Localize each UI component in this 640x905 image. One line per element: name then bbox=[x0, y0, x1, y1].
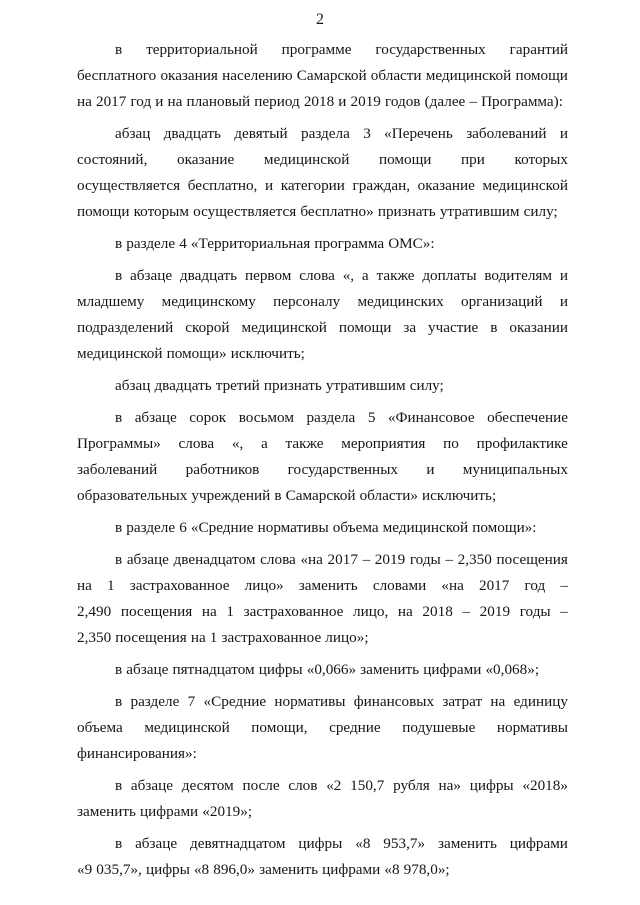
text-word: заменить bbox=[259, 861, 318, 878]
text-word: осуществляется bbox=[193, 203, 297, 220]
text-word: Программы» bbox=[77, 435, 161, 452]
text-word: объема bbox=[77, 719, 123, 736]
text-word: раздела bbox=[306, 409, 356, 426]
text-word: медицинской bbox=[241, 319, 327, 336]
text-line bbox=[77, 515, 568, 541]
text-word: лицо, bbox=[353, 603, 389, 620]
text-word: «9 bbox=[77, 861, 93, 878]
text-word: оказания bbox=[160, 67, 218, 84]
text-word: в bbox=[490, 319, 498, 336]
text-word: обеспечение bbox=[487, 409, 568, 426]
text-word: цифры bbox=[469, 777, 514, 794]
text-word: 2019 bbox=[350, 93, 381, 110]
text-word: «, bbox=[231, 435, 244, 452]
text-word: признать bbox=[377, 203, 436, 220]
text-word: двадцать bbox=[154, 377, 212, 394]
text-word: медицинской bbox=[382, 519, 469, 536]
text-word: на bbox=[201, 603, 217, 620]
text-line bbox=[77, 457, 568, 483]
text-word: годов bbox=[384, 93, 421, 110]
text-word: водителям bbox=[484, 267, 552, 284]
text-word: мероприятия bbox=[341, 435, 426, 452]
text-word: рубля bbox=[393, 777, 430, 794]
text-word: 1 bbox=[107, 577, 115, 594]
text-word: 1 bbox=[226, 603, 235, 620]
text-word: «на bbox=[441, 577, 464, 594]
text-line bbox=[77, 657, 568, 683]
text-word: 2018 bbox=[303, 93, 335, 110]
text-word: абзаце bbox=[126, 551, 169, 568]
text-word: помощи bbox=[77, 203, 130, 220]
text-line bbox=[77, 773, 568, 799]
text-word: заменить bbox=[360, 661, 420, 678]
text-word: 978,0»; bbox=[403, 861, 450, 878]
text-word: в bbox=[274, 487, 282, 504]
text-word: «Средние bbox=[203, 693, 267, 710]
text-word: оказание bbox=[177, 151, 235, 168]
text-word: «2018» bbox=[522, 777, 568, 794]
text-word: «Средние bbox=[190, 519, 254, 536]
text-line bbox=[77, 37, 568, 63]
text-word: 2017 bbox=[95, 93, 127, 110]
text-word: финансовых bbox=[353, 693, 435, 710]
text-word: на bbox=[397, 603, 413, 620]
text-word: категории bbox=[280, 177, 345, 194]
text-word: заболеваний bbox=[77, 461, 158, 478]
text-word: области bbox=[370, 67, 422, 84]
text-word: абзаце bbox=[130, 777, 173, 794]
text-word: Самарской bbox=[285, 487, 356, 504]
text-word: заменить bbox=[437, 835, 497, 852]
text-word: территориальной bbox=[146, 41, 258, 58]
text-line bbox=[77, 625, 568, 651]
text-word: участие bbox=[428, 319, 479, 336]
text-word: в bbox=[115, 693, 123, 710]
text-word: доплаты bbox=[422, 267, 477, 284]
text-word: которых bbox=[514, 151, 568, 168]
text-word: девятый bbox=[234, 125, 288, 142]
text-word: исключить; bbox=[422, 487, 497, 504]
text-word: нормативы bbox=[257, 519, 329, 536]
text-word: 2019 bbox=[479, 603, 511, 620]
text-word: оказание bbox=[417, 177, 475, 194]
text-word: граждан, bbox=[352, 177, 410, 194]
text-word: разделе bbox=[130, 693, 180, 710]
text-line bbox=[77, 431, 568, 457]
text-word: «на bbox=[300, 551, 323, 568]
text-word: «2 bbox=[326, 777, 342, 794]
text-word: на bbox=[490, 693, 506, 710]
text-word: 2017 bbox=[478, 577, 510, 594]
text-word: в bbox=[115, 519, 123, 536]
text-word: двадцать bbox=[163, 125, 221, 142]
text-word: программе bbox=[281, 41, 352, 58]
text-word: скорой bbox=[185, 319, 230, 336]
text-word: 035,7», bbox=[96, 861, 142, 878]
text-word: осуществляется bbox=[77, 177, 181, 194]
text-line bbox=[77, 121, 568, 147]
text-word: застрахованное bbox=[221, 629, 322, 646]
text-word: восьмом bbox=[238, 409, 294, 426]
text-word: лицо» bbox=[244, 577, 284, 594]
text-word: двенадцатом bbox=[173, 551, 256, 568]
text-word: а bbox=[261, 435, 268, 452]
text-line bbox=[77, 173, 568, 199]
text-line bbox=[77, 547, 568, 573]
text-line bbox=[77, 289, 568, 315]
text-word: муниципальных bbox=[462, 461, 568, 478]
text-line bbox=[77, 89, 568, 115]
text-word: в bbox=[115, 409, 123, 426]
text-word: 2,350 bbox=[457, 551, 492, 568]
text-word: 2017 bbox=[327, 551, 358, 568]
text-word: за bbox=[403, 319, 417, 336]
text-word: программа bbox=[314, 235, 385, 252]
text-word: «Финансовое bbox=[387, 409, 475, 426]
text-word: и bbox=[559, 267, 568, 284]
text-word: абзац bbox=[115, 125, 151, 142]
text-word: слова bbox=[178, 435, 215, 452]
text-word: третий bbox=[215, 377, 260, 394]
text-word: средние bbox=[329, 719, 381, 736]
text-word: а bbox=[361, 267, 369, 284]
text-word: 3 bbox=[363, 125, 371, 142]
text-word: утратившим bbox=[325, 377, 406, 394]
text-word: медицинской bbox=[482, 177, 568, 194]
text-line bbox=[77, 405, 568, 431]
text-word: – bbox=[445, 551, 453, 568]
text-word: (далее bbox=[424, 93, 466, 110]
text-word: абзаце bbox=[130, 267, 173, 284]
text-word: на» bbox=[438, 777, 461, 794]
text-word: медицинскому bbox=[161, 293, 256, 310]
text-word: подразделений bbox=[77, 319, 174, 336]
text-word: «0,068»; bbox=[485, 661, 540, 678]
text-word: «Территориальная bbox=[190, 235, 311, 252]
text-word: Самарской bbox=[296, 67, 367, 84]
text-word: Программа): bbox=[481, 93, 563, 110]
text-word: в bbox=[115, 235, 123, 252]
text-word: пятнадцатом bbox=[172, 661, 255, 678]
text-word: медицинской bbox=[425, 67, 512, 84]
text-word: силу; bbox=[409, 377, 444, 394]
text-word: медицинской bbox=[144, 719, 230, 736]
text-line bbox=[77, 599, 568, 625]
text-word: 7 bbox=[187, 693, 196, 710]
text-word: разделе bbox=[126, 235, 176, 252]
text-word: затрат bbox=[442, 693, 483, 710]
text-word: абзаце bbox=[135, 835, 178, 852]
text-word: десятом bbox=[181, 777, 234, 794]
text-word: бесплатного bbox=[77, 67, 157, 84]
text-word: цифры bbox=[298, 835, 343, 852]
text-word: бесплатно, bbox=[187, 177, 258, 194]
text-word: период bbox=[254, 93, 300, 110]
text-word: персоналу bbox=[273, 293, 341, 310]
text-word: профилактике bbox=[476, 435, 568, 452]
text-word: работников bbox=[185, 461, 260, 478]
text-line bbox=[77, 741, 568, 767]
text-word: лицо»; bbox=[325, 629, 369, 646]
text-word: посещения bbox=[115, 629, 187, 646]
text-word: которым bbox=[133, 203, 190, 220]
text-line bbox=[77, 231, 568, 257]
text-word: застрахованное bbox=[129, 577, 230, 594]
text-word: годы bbox=[409, 551, 441, 568]
text-word: слов bbox=[288, 777, 318, 794]
text-word: 2019 bbox=[374, 551, 406, 568]
text-word: – bbox=[462, 603, 471, 620]
text-word: «0,066» bbox=[306, 661, 357, 678]
text-word: и bbox=[426, 461, 435, 478]
text-word: оказании bbox=[509, 319, 568, 336]
text-word: в bbox=[115, 835, 123, 852]
text-line bbox=[77, 689, 568, 715]
text-word: в bbox=[115, 41, 123, 58]
text-word: бесплатно» bbox=[300, 203, 374, 220]
text-word: цифры bbox=[145, 861, 190, 878]
text-word: медицинских bbox=[357, 293, 444, 310]
text-word: младшему bbox=[77, 293, 145, 310]
text-word: в bbox=[115, 267, 123, 284]
text-word: на bbox=[167, 93, 183, 110]
text-word: также bbox=[376, 267, 415, 284]
text-word: 4 bbox=[179, 235, 187, 252]
text-word: 2,490 bbox=[77, 603, 112, 620]
text-word: помощи»: bbox=[472, 519, 537, 536]
text-word: на bbox=[77, 93, 92, 110]
text-word: цифрами bbox=[322, 861, 381, 878]
text-word: год bbox=[130, 93, 152, 110]
text-word: в bbox=[115, 661, 123, 678]
text-word: раздела bbox=[301, 125, 350, 142]
text-word: «, bbox=[342, 267, 355, 284]
text-word: 150,7 bbox=[350, 777, 385, 794]
text-word: «8 bbox=[193, 861, 210, 878]
text-word: и bbox=[264, 177, 274, 194]
text-word: помощи bbox=[515, 67, 568, 84]
text-word: 953,7» bbox=[383, 835, 426, 852]
text-line bbox=[77, 63, 568, 89]
text-word: нормативы bbox=[496, 719, 568, 736]
text-word: заменить bbox=[77, 803, 136, 820]
text-word: – bbox=[560, 577, 568, 594]
text-word: 896,0» bbox=[213, 861, 255, 878]
text-word: в bbox=[115, 777, 123, 794]
text-word: посещения bbox=[496, 551, 568, 568]
text-word: абзац bbox=[115, 377, 151, 394]
text-word: и bbox=[338, 93, 347, 110]
text-line bbox=[77, 147, 568, 173]
text-word: разделе bbox=[126, 519, 176, 536]
text-word: государственных bbox=[287, 461, 398, 478]
text-word: девятнадцатом bbox=[190, 835, 286, 852]
text-line bbox=[77, 341, 568, 367]
text-word: 5 bbox=[367, 409, 376, 426]
text-word: по bbox=[443, 435, 459, 452]
text-word: – bbox=[469, 93, 477, 110]
text-word: объема bbox=[332, 519, 379, 536]
text-word: на bbox=[77, 577, 92, 594]
text-word: и bbox=[155, 93, 164, 110]
text-word: – bbox=[560, 603, 568, 620]
text-word: цифрами bbox=[509, 835, 568, 852]
text-word: признать bbox=[263, 377, 322, 394]
text-word: силу; bbox=[523, 203, 558, 220]
text-word: заболеваний bbox=[466, 125, 547, 142]
text-word: заменить bbox=[298, 577, 358, 594]
text-word: абзаце bbox=[134, 409, 177, 426]
text-word: единицу bbox=[513, 693, 568, 710]
text-line bbox=[77, 799, 568, 825]
text-line bbox=[77, 857, 568, 883]
text-word: плановый bbox=[186, 93, 251, 110]
text-word: год bbox=[524, 577, 546, 594]
text-word: «Перечень bbox=[384, 125, 453, 142]
text-word: цифрами bbox=[423, 661, 482, 678]
text-word: 1 bbox=[209, 629, 218, 646]
text-line bbox=[77, 315, 568, 341]
text-word: после bbox=[242, 777, 280, 794]
text-word: помощи, bbox=[251, 719, 308, 736]
text-word: «2019»; bbox=[202, 803, 253, 820]
text-word: абзаце bbox=[126, 661, 169, 678]
text-word: ОМС»: bbox=[388, 235, 435, 252]
text-word: «8 bbox=[355, 835, 371, 852]
text-word: помощи» bbox=[166, 345, 227, 362]
text-word: цифры bbox=[258, 661, 303, 678]
text-word: и bbox=[559, 125, 568, 142]
text-word: гарантий bbox=[509, 41, 568, 58]
document-body bbox=[77, 37, 568, 883]
text-line bbox=[77, 573, 568, 599]
text-word: учреждений bbox=[191, 487, 271, 504]
text-word: застрахованное bbox=[243, 603, 344, 620]
text-word: в bbox=[115, 551, 123, 568]
text-word: на bbox=[190, 629, 206, 646]
text-word: 6 bbox=[179, 519, 187, 536]
text-line bbox=[77, 373, 568, 399]
text-word: образовательных bbox=[77, 487, 188, 504]
text-line bbox=[77, 831, 568, 857]
text-word: подушевые bbox=[402, 719, 476, 736]
text-word: 2018 bbox=[422, 603, 453, 620]
text-word: двадцать bbox=[179, 267, 238, 284]
text-word: 2,350 bbox=[77, 629, 112, 646]
page-number: 2 bbox=[316, 11, 324, 28]
text-word: медицинской bbox=[77, 345, 163, 362]
text-line bbox=[77, 715, 568, 741]
text-word: утратившим bbox=[439, 203, 520, 220]
text-word: нормативы bbox=[274, 693, 346, 710]
text-word: населению bbox=[222, 67, 293, 84]
text-word: состояний, bbox=[77, 151, 148, 168]
text-word: годы bbox=[519, 603, 551, 620]
text-word: слова bbox=[260, 551, 296, 568]
text-word: области» bbox=[359, 487, 418, 504]
text-line bbox=[77, 263, 568, 289]
text-word: цифрами bbox=[140, 803, 199, 820]
text-word: помощи bbox=[378, 151, 432, 168]
text-word: медицинской bbox=[263, 151, 350, 168]
text-word: при bbox=[461, 151, 485, 168]
text-word: и bbox=[559, 293, 568, 310]
text-word: – bbox=[362, 551, 371, 568]
text-word: слова bbox=[299, 267, 335, 284]
text-word: посещения bbox=[120, 603, 193, 620]
text-word: организаций bbox=[460, 293, 543, 310]
text-line bbox=[77, 483, 568, 509]
text-word: «8 bbox=[384, 861, 400, 878]
text-word: сорок bbox=[189, 409, 227, 426]
text-word: словами bbox=[372, 577, 427, 594]
text-line bbox=[77, 199, 568, 225]
text-word: исключить; bbox=[230, 345, 305, 362]
text-word: первом bbox=[244, 267, 292, 284]
text-word: государственных bbox=[375, 41, 486, 58]
text-word: помощи bbox=[338, 319, 392, 336]
text-word: также bbox=[285, 435, 324, 452]
text-word: финансирования»: bbox=[77, 745, 197, 762]
